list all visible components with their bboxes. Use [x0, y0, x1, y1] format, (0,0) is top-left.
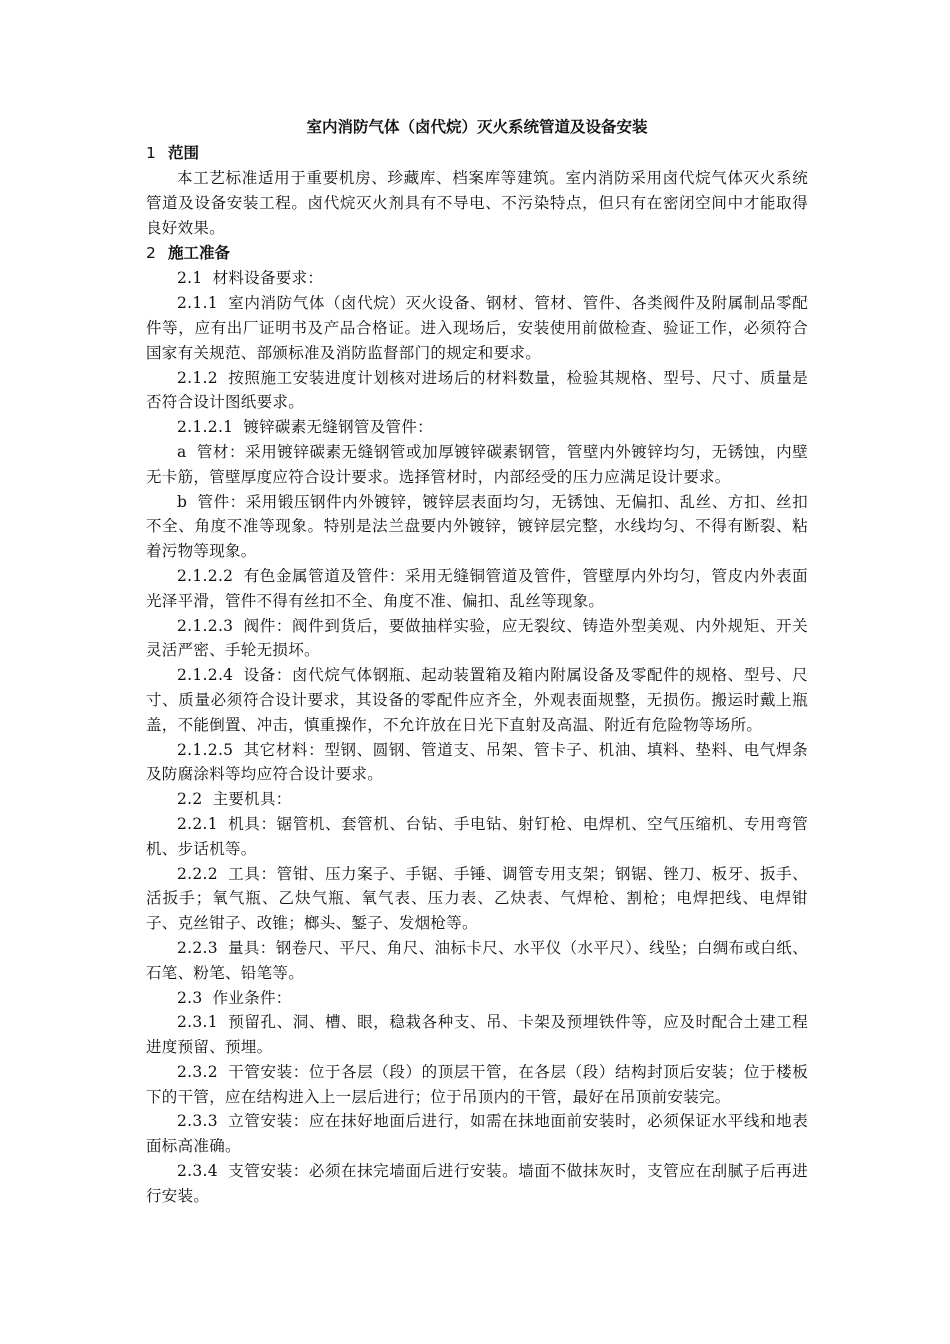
clause-number: 1: [146, 144, 156, 162]
clause-number: a: [177, 442, 187, 461]
clause-number: 2.3.4: [177, 1162, 218, 1181]
paragraph-text: 支管安装：必须在抹完墙面后进行安装。墙面不做抹灰时，支管应在刮腻子后再进行安装。: [146, 1162, 808, 1205]
paragraph: [146, 663, 808, 737]
paragraph-text: 管材：采用镀锌碳素无缝钢管或加厚镀锌碳素钢管，管壁内外镀锌均匀，无锈蚀，内壁无卡筋，管壁厚度应符合设计要求。选择管材时，内部经受的压力应满足设计要求。: [146, 442, 808, 486]
clause-number: 2.3.1: [177, 1013, 218, 1032]
paragraph: [146, 812, 808, 862]
clause-number: 2.3.2: [177, 1062, 218, 1081]
document-body: [146, 114, 808, 1209]
clause-number: 2.1.2.4: [177, 666, 234, 685]
paragraph-text: 设备：卤代烷气体钢瓶、起动装置箱及箱内附属设备及零配件的规格、型号、尺寸、质量必须符合设计要求，其设备的零配件应齐全，外观表面规整，无损伤。搬运时戴上瓶盖，不能倒置、冲击，慎重操作，不允许放在日光下直射及高温、附近有危险物等场所。: [146, 666, 808, 734]
paragraph-text: 作业条件：: [212, 988, 292, 1007]
paragraph-text: 管件：采用锻压钢件内外镀锌，镀锌层表面均匀，无锈蚀、无偏扣、乱丝、方扣、丝扣不全、角度不准等现象。特别是法兰盘要内外镀锌，镀锌层完整，水线均匀、不得有断裂、粘着污物等现象。: [146, 492, 808, 561]
paragraph: [146, 490, 808, 564]
clause-number: 2.2.3: [177, 938, 218, 957]
paragraph: [146, 166, 808, 240]
paragraph-text: 主要机具：: [212, 790, 292, 809]
paragraph-text: 本工艺标准适用于重要机房、珍藏库、档案库等建筑。室内消防采用卤代烷气体灭火系统管道及设备安装工程。卤代烷灭火剂具有不导电、不污染特点，但只有在密闭空间中才能取得良好效果。: [146, 169, 808, 237]
paragraph: [146, 564, 808, 614]
clause-number: 2: [146, 244, 156, 263]
paragraph-text: 机具：锯管机、套管机、台钻、手电钻、射钉枪、电焊机、空气压缩机、专用弯管机、步话机等。: [146, 814, 808, 858]
section-heading: [146, 140, 808, 166]
clause-number: 2.1: [177, 269, 203, 288]
paragraph-text: 干管安装：位于各层（段）的顶层干管，在各层（段）结构封顶后安装；位于楼板下的干管，应在结构进入上一层后进行；位于吊顶内的干管，最好在吊顶前安装完。: [146, 1062, 808, 1106]
paragraph-text: 其它材料：型钢、圆钢、管道支、吊架、管卡子、机油、填料、垫料、电气焊条及防腐涂料等均应符合设计要求。: [146, 740, 808, 784]
paragraph: [146, 1060, 808, 1110]
paragraph-text: 镀锌碳素无缝钢管及管件：: [243, 418, 433, 437]
clause-number: 2.3.3: [177, 1112, 218, 1131]
paragraph: [146, 366, 808, 416]
section-heading: [146, 240, 808, 266]
paragraph-text: 阀件：阀件到货后，要做抽样实验，应无裂纹、铸造外型美观、内外规矩、开关灵活严密、手轮无损坏。: [146, 616, 808, 660]
paragraph-text: 材料设备要求：: [212, 269, 324, 288]
paragraph: [146, 986, 808, 1011]
paragraph-text: 立管安装：应在抹好地面后进行，如需在抹地面前安装时，必须保证水平线和地表面标高准确。: [146, 1112, 808, 1156]
clause-number: 2.2.1: [177, 814, 218, 833]
paragraph: [146, 862, 808, 936]
paragraph: [146, 1109, 808, 1159]
paragraph-text: 室内消防气体（卤代烷）灭火设备、钢材、管材、管件、各类阀件及附属制品零配件等，应有出厂证明书及产品合格证。进入现场后，安装使用前做检查、验证工作，必须符合国家有关规范、部颁标准及消防监督部门的规定和要求。: [146, 294, 808, 362]
paragraph: [146, 738, 808, 788]
paragraph-text: 按照施工安装进度计划核对进场后的材料数量，检验其规格、型号、尺寸、质量是否符合设计图纸要求。: [146, 368, 808, 412]
clause-number: 2.1.2.5: [177, 740, 234, 759]
clause-number: 2.2.2: [177, 864, 218, 883]
paragraph: [146, 440, 808, 490]
paragraph-text: 有色金属管道及管件：采用无缝铜管道及管件，管壁厚内外均匀，管皮内外表面光泽平滑，管件不得有丝扣不全、角度不准、偏扣、乱丝等现象。: [146, 566, 808, 610]
clause-number: 2.1.2.3: [177, 616, 234, 635]
paragraph: [146, 1159, 808, 1209]
clause-number: 2.3: [177, 988, 203, 1007]
clause-number: 2.2: [177, 790, 203, 809]
clause-number: 2.1.2.1: [177, 418, 234, 437]
clause-number: 2.1.2: [177, 368, 218, 387]
paragraph-text: 工具：管钳、压力案子、手锯、手锤、调管专用支架；钢锯、锉刀、板牙、扳手、活扳手；氧气瓶、乙炔气瓶、氧气表、压力表、乙炔表、气焊枪、割枪；电焊把线、电焊钳子、克丝钳子、改锥；榔头、錾子、发烟枪等。: [146, 864, 808, 933]
clause-number: 2.1.2.2: [177, 566, 234, 585]
paragraph-text: 量具：钢卷尺、平尺、角尺、油标卡尺、水平仪（水平尺）、线坠；白绸布或白纸、石笔、粉笔、铅笔等。: [146, 938, 808, 982]
heading-text: 施工准备: [168, 244, 231, 263]
paragraph: [146, 936, 808, 986]
paragraph-text: 预留孔、洞、槽、眼，稳栽各种支、吊、卡架及预埋铁件等，应及时配合土建工程进度预留、预埋。: [146, 1013, 808, 1057]
clause-number: b: [177, 492, 188, 511]
paragraph: [146, 266, 808, 291]
paragraph: [146, 415, 808, 440]
paragraph: [146, 291, 808, 365]
section-list: [146, 140, 808, 1209]
paragraph: [146, 1010, 808, 1060]
heading-text: 范围: [168, 144, 200, 162]
document-title: 室内消防气体（卤代烷）灭火系统管道及设备安装: [306, 118, 648, 136]
clause-number: 2.1.1: [177, 294, 218, 313]
paragraph: [146, 787, 808, 812]
paragraph: [146, 614, 808, 664]
